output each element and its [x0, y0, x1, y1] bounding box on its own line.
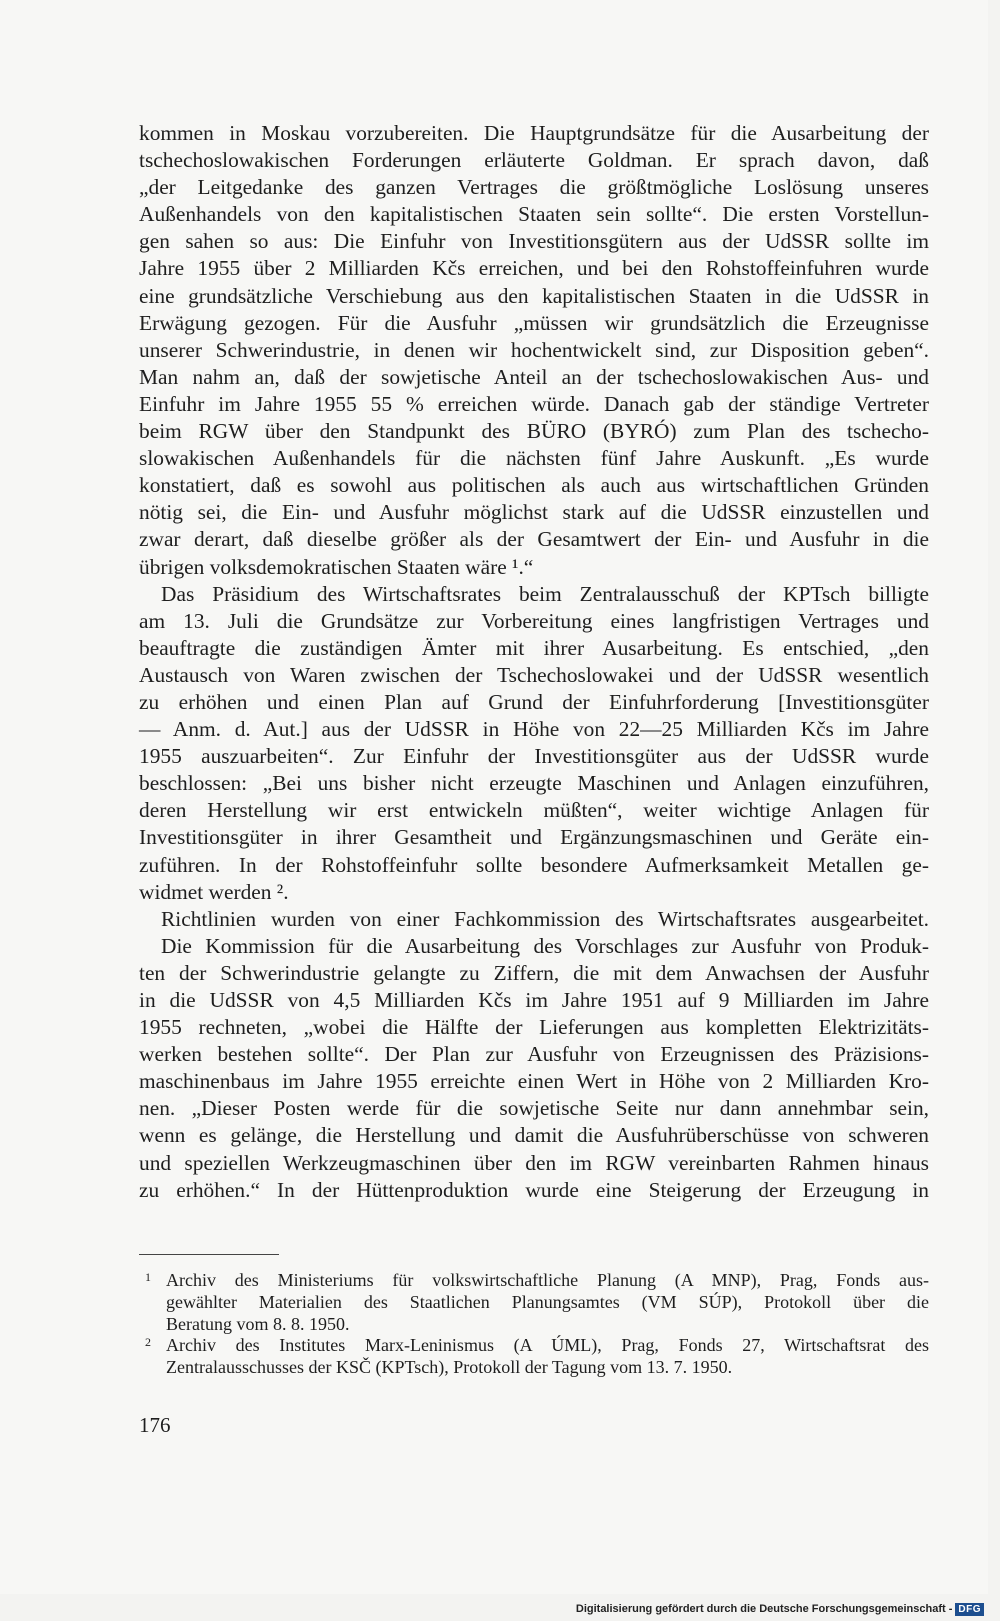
- text-line: zwar derart, daß dieselbe größer als der Gesamtwert der Ein- und Ausfuhr in die: [139, 527, 929, 552]
- text-line: Jahre 1955 über 2 Milliarden Kčs erreichen, und bei den Rohstoffeinfuhren wurde: [139, 256, 929, 281]
- text-line: maschinenbaus im Jahre 1955 erreichte einen Wert in Höhe von 2 Milliarden Kro-: [139, 1069, 929, 1094]
- text-line: — Anm. d. Aut.] aus der UdSSR in Höhe von 22—25 Milliarden Kčs im Jahre: [139, 717, 929, 742]
- text-line: zu erhöhen und einen Plan auf Grund der Einfuhrforderung [Investitionsgüter: [139, 689, 929, 714]
- text-line: Investitionsgüter in ihrer Gesamtheit und Ergänzungsmaschinen und Geräte ein-: [139, 825, 929, 850]
- text-line: zu erhöhen.“ In der Hüttenproduktion wurde eine Steigerung der Erzeugung in: [139, 1177, 929, 1202]
- body-text: [139, 120, 929, 1204]
- text-line: Außenhandels von den kapitalistischen Staaten sein sollte“. Die ersten Vorstellun-: [139, 202, 929, 227]
- footnote-divider: [139, 1254, 279, 1255]
- text-line: in die UdSSR von 4,5 Milliarden Kčs im Jahre 1951 auf 9 Milliarden im Jahre: [139, 988, 929, 1012]
- footnote-line: Archiv des Institutes Marx-Leninismus (A ÚML), Prag, Fonds 27, Wirtschaftsrat des: [166, 1335, 929, 1356]
- credit-text: Digitalisierung gefördert durch die Deutsche Forschungsgemeinschaft -: [575, 1603, 953, 1615]
- text-line: beauftragte die zuständigen Ämter mit ihrer Ausarbeitung. Es entschied, „den: [139, 635, 929, 660]
- text-line: werken bestehen sollte“. Der Plan zur Ausfuhr von Erzeugnissen des Präzisions-: [139, 1042, 929, 1067]
- text-line: tschechoslowakischen Forderungen erläuterte Goldman. Er sprach davon, daß: [139, 148, 929, 173]
- footnote-number: 1: [145, 1270, 151, 1284]
- text-line: kommen in Moskau vorzubereiten. Die Hauptgrundsätze für die Ausarbeitung der: [139, 121, 929, 145]
- text-line: nötig sei, die Ein- und Ausfuhr möglichst stark auf die UdSSR einzustellen und: [139, 500, 929, 525]
- dfg-logo-icon: DFG: [955, 1603, 984, 1616]
- text-line: deren Herstellung wir erst entwickeln müßten“, weiter wichtige Anlagen für: [139, 798, 929, 823]
- text-line: slowakischen Außenhandels für die nächsten fünf Jahre Auskunft. „Es wurde: [139, 446, 929, 471]
- text-line: 1955 rechneten, „wobei die Hälfte der Lieferungen aus kompletten Elektrizitäts-: [139, 1015, 929, 1040]
- text-line: beim RGW über den Standpunkt des BÜRO (BYRÓ) zum Plan des tschecho-: [139, 419, 929, 444]
- text-line: Man nahm an, daß der sowjetische Anteil an der tschechoslowakischen Aus- und: [139, 364, 929, 389]
- text-line: gen sahen so aus: Die Einfuhr von Investitionsgütern aus der UdSSR sollte im: [139, 229, 929, 254]
- page-number: 176: [139, 1413, 171, 1437]
- text-line: widmet werden ².: [139, 879, 289, 904]
- footnotes: [145, 1270, 929, 1379]
- text-line: zuführen. In der Rohstoffeinfuhr sollte besondere Aufmerksamkeit Metallen ge-: [139, 852, 929, 877]
- text-line: ten der Schwerindustrie gelangte zu Ziffern, die mit dem Anwachsen der Ausfuhr: [139, 960, 929, 985]
- text-line: Erwägung gezogen. Für die Ausfuhr „müssen wir grundsätzlich die Erzeugnisse: [139, 310, 929, 335]
- footnote-line: Zentralausschusses der KSČ (KPTsch), Protokoll der Tagung vom 13. 7. 1950.: [166, 1357, 733, 1378]
- text-line: und speziellen Werkzeugmaschinen über den im RGW vereinbarten Rahmen hinaus: [139, 1150, 929, 1175]
- text-line: 1955 auszuarbeiten“. Zur Einfuhr der Investitionsgüter aus der UdSSR wurde: [139, 744, 929, 769]
- text-line: Richtlinien wurden von einer Fachkommission des Wirtschaftsrates ausgearbeitet.: [161, 906, 929, 931]
- text-line: Das Präsidium des Wirtschaftsrates beim Zentralausschuß der KPTsch billigte: [161, 581, 929, 606]
- text-line: übrigen volksdemokratischen Staaten wäre ¹.“: [139, 554, 534, 579]
- text-line: eine grundsätzliche Verschiebung aus den kapitalistischen Staaten in die UdSSR in: [139, 283, 929, 308]
- text-line: unserer Schwerindustrie, in denen wir hochentwickelt sind, zur Disposition geben“.: [139, 337, 929, 362]
- text-line: Austausch von Waren zwischen der Tschechoslowakei und der UdSSR wesentlich: [139, 662, 929, 687]
- text-line: am 13. Juli die Grundsätze zur Vorbereitung eines langfristigen Vertrages und: [139, 608, 929, 633]
- text-line: wenn es gelänge, die Herstellung und damit die Ausfuhrüberschüsse von schweren: [139, 1123, 929, 1148]
- text-line: „der Leitgedanke des ganzen Vertrages die größtmögliche Loslösung unseres: [139, 175, 929, 200]
- text-line: nen. „Dieser Posten werde für die sowjetische Seite nur dann annehmbar sein,: [139, 1096, 929, 1121]
- text-line: Einfuhr im Jahre 1955 55 % erreichen würde. Danach gab der ständige Vertreter: [139, 391, 929, 416]
- digitization-credit: [576, 1601, 984, 1617]
- footnote-line: Archiv des Ministeriums für volkswirtschaftliche Planung (A MNP), Prag, Fonds aus-: [166, 1270, 929, 1290]
- footnote: [145, 1270, 929, 1335]
- footnote-line: Beratung vom 8. 8. 1950.: [166, 1313, 350, 1334]
- footnote-number: 2: [145, 1335, 151, 1350]
- footnote: [145, 1335, 929, 1379]
- text-line: Die Kommission für die Ausarbeitung des Vorschlages zur Ausfuhr von Produk-: [161, 933, 929, 958]
- text-line: konstatiert, daß es sowohl aus politischen als auch aus wirtschaftlichen Gründen: [139, 473, 929, 498]
- text-line: beschlossen: „Bei uns bisher nicht erzeugte Maschinen und Anlagen einzuführen,: [139, 771, 929, 796]
- footnote-line: gewählter Materialien des Staatlichen Planungsamtes (VM SÚP), Protokoll über die: [166, 1291, 929, 1312]
